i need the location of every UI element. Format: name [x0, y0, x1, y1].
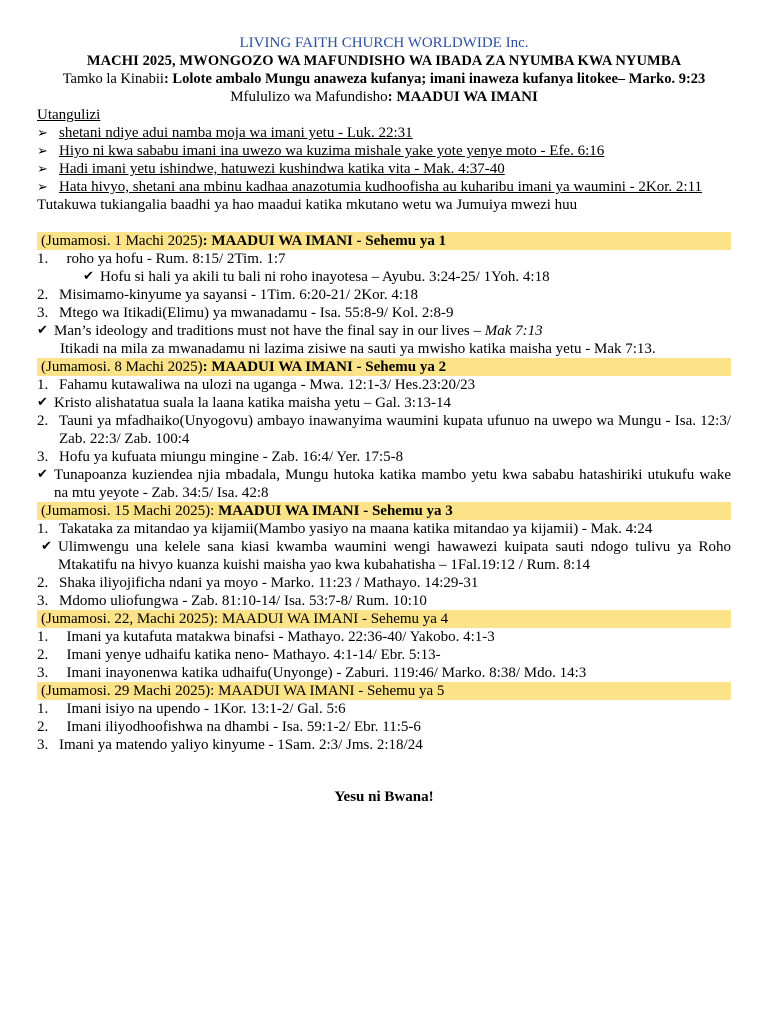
series-title: : MAADUI WA IMANI: [387, 89, 538, 105]
list-item: 3. Hofu ya kufuata miungu mingine - Zab. 16:4/ Yer. 17:5-8: [37, 449, 404, 465]
list-item: 2. Imani yenye udhaifu katika neno- Mathayo. 4:1-14/ Ebr. 5:13-: [37, 647, 441, 663]
list-item: 2. Tauni ya mfadhaiko(Unyogovu) ambayo inawanyima waumini kupata ufunuo na uwepo wa Mungu - Isa. 12:3/ Zab. 22:3/ Zab. 100:4: [37, 413, 731, 447]
list-item: 3. Mdomo uliofungwa - Zab. 81:10-14/ Isa. 53:7-8/ Rum. 10:10: [37, 593, 427, 609]
doc-title: MACHI 2025, MWONGOZO WA MAFUNDISHO WA IBADA ZA NYUMBA KWA NYUMBA: [86, 53, 682, 69]
session-3: [37, 502, 731, 610]
session-1: [37, 232, 731, 358]
tamko-label: Tamko la Kinabii: [62, 71, 164, 87]
session-heading: (Jumamosi. 29 Machi 2025): MAADUI WA IMANI - Sehemu ya 5: [37, 682, 731, 700]
checkmark-icon: ✔: [37, 395, 48, 410]
session-heading: (Jumamosi. 15 Machi 2025): MAADUI WA IMANI - Sehemu ya 3: [37, 502, 731, 520]
spacer: [37, 214, 731, 232]
list-item: 1. Imani isiyo na upendo - 1Kor. 13:1-2/ Gal. 5:6: [37, 701, 346, 717]
list-item: 3. Imani ya matendo yaliyo kinyume - 1Sam. 2:3/ Jms. 2:18/24: [37, 737, 423, 753]
intro-closing: Tutakuwa tukiangalia baadhi ya hao maadui katika mkutano wetu wa Jumuiya mwezi huu: [37, 197, 578, 213]
tamko-text: : Lolote ambalo Mungu anaweza kufanya; imani inaweza kufanya litokee– Marko. 9:23: [163, 71, 706, 87]
list-item: 3. Imani inayonenwa katika udhaifu(Unyonge) - Zaburi. 119:46/ Marko. 8:38/ Mdo. 14:3: [37, 665, 587, 681]
checkmark-icon: ✔: [37, 323, 48, 338]
list-item: 2. Imani iliyodhoofishwa na dhambi - Isa. 59:1-2/ Ebr. 11:5-6: [37, 719, 421, 735]
session-heading: (Jumamosi. 1 Machi 2025): MAADUI WA IMANI - Sehemu ya 1: [37, 232, 731, 250]
intro-list: [37, 124, 731, 196]
org-name: LIVING FAITH CHURCH WORLDWIDE Inc.: [239, 35, 529, 51]
list-item: 2. Misimamo-kinyume ya sayansi - 1Tim. 6:20-21/ 2Kor. 4:18: [37, 287, 419, 303]
list-item: 1. roho ya hofu - Rum. 8:15/ 2Tim. 1:7: [37, 251, 286, 267]
closing-declaration: Yesu ni Bwana!: [334, 789, 434, 805]
session-2: [37, 358, 731, 502]
prophetic-declaration: [37, 70, 731, 88]
intro-item: ➢ Hata hivyo, shetani ana mbinu kadhaa anazotumia kudhoofisha au kuharibu imani ya waumini - 2Kor. 2:11: [37, 179, 703, 195]
session-4: [37, 610, 731, 682]
series-label: Mfululizo wa Mafundisho: [230, 89, 388, 105]
list-item: ✔ Tunapoanza kuziendea njia mbadala, Mungu hutoka katika mambo yetu kwa sababu hatashiriki utukufu wake na mtu yeyote - Zab. 34:5/ Isa. 42:8: [37, 467, 731, 501]
session-heading: (Jumamosi. 22, Machi 2025): MAADUI WA IMANI - Sehemu ya 4: [37, 610, 731, 628]
arrow-bullet-icon: ➢: [37, 125, 48, 140]
list-item: ✔ Kristo alishatatua suala la laana katika maisha yetu – Gal. 3:13-14: [37, 395, 451, 411]
session-5: [37, 682, 731, 754]
list-item: 1. Takataka za mitandao ya kijamii(Mambo yasiyo na maana katika mitandao ya kijamii) - Mak. 4:24: [37, 521, 653, 537]
intro-item: ➢ Hadi imani yetu ishindwe, hatuwezi kushindwa katika vita - Mak. 4:37-40: [37, 161, 505, 177]
intro-item: ➢ Hiyo ni kwa sababu imani ina uwezo wa kuzima mishale yake yote yenye moto - Efe. 6:16: [37, 143, 605, 159]
teaching-series: [37, 88, 731, 106]
list-item: 3. Mtego wa Itikadi(Elimu) ya mwanadamu - Isa. 55:8-9/ Kol. 2:8-9: [37, 305, 454, 321]
list-item: ✔ Man’s ideology and traditions must not have the final say in our lives – Mak 7:13: [37, 323, 543, 339]
list-item: ✔ Ulimwengu una kelele sana kiasi kwamba waumini wengi hawawezi kuipata sauti ndogo tulivu ya Roho Mtakatifu na hivyo kuanza kuishi maisha yao kwa kubahatisha – 1Fal.19:12 / Rum. 8:14: [41, 539, 731, 573]
list-item: 2. Shaka iliyojificha ndani ya moyo - Marko. 11:23 / Mathayo. 14:29-31: [37, 575, 479, 591]
arrow-bullet-icon: ➢: [37, 143, 48, 158]
list-item: Itikadi na mila za mwanadamu ni lazima zisiwe na sauti ya mwisho katika maisha yetu - Mak 7:13.: [60, 341, 656, 357]
session-heading: (Jumamosi. 8 Machi 2025): MAADUI WA IMANI - Sehemu ya 2: [37, 358, 731, 376]
intro-heading: Utangulizi: [37, 107, 101, 123]
checkmark-icon: ✔: [83, 269, 94, 284]
checkmark-icon: ✔: [41, 539, 52, 554]
list-item: 1. Fahamu kutawaliwa na ulozi na uganga - Mwa. 12:1-3/ Hes.23:20/23: [37, 377, 476, 393]
list-item: 1. Imani ya kutafuta matakwa binafsi - Mathayo. 22:36-40/ Yakobo. 4:1-3: [37, 629, 495, 645]
list-item: ✔ Hofu si hali ya akili tu bali ni roho inayotesa – Ayubu. 3:24-25/ 1Yoh. 4:18: [83, 269, 550, 285]
intro-item: ➢ shetani ndiye adui namba moja wa imani yetu - Luk. 22:31: [37, 125, 413, 141]
checkmark-icon: ✔: [37, 467, 48, 482]
arrow-bullet-icon: ➢: [37, 179, 48, 194]
arrow-bullet-icon: ➢: [37, 161, 48, 176]
